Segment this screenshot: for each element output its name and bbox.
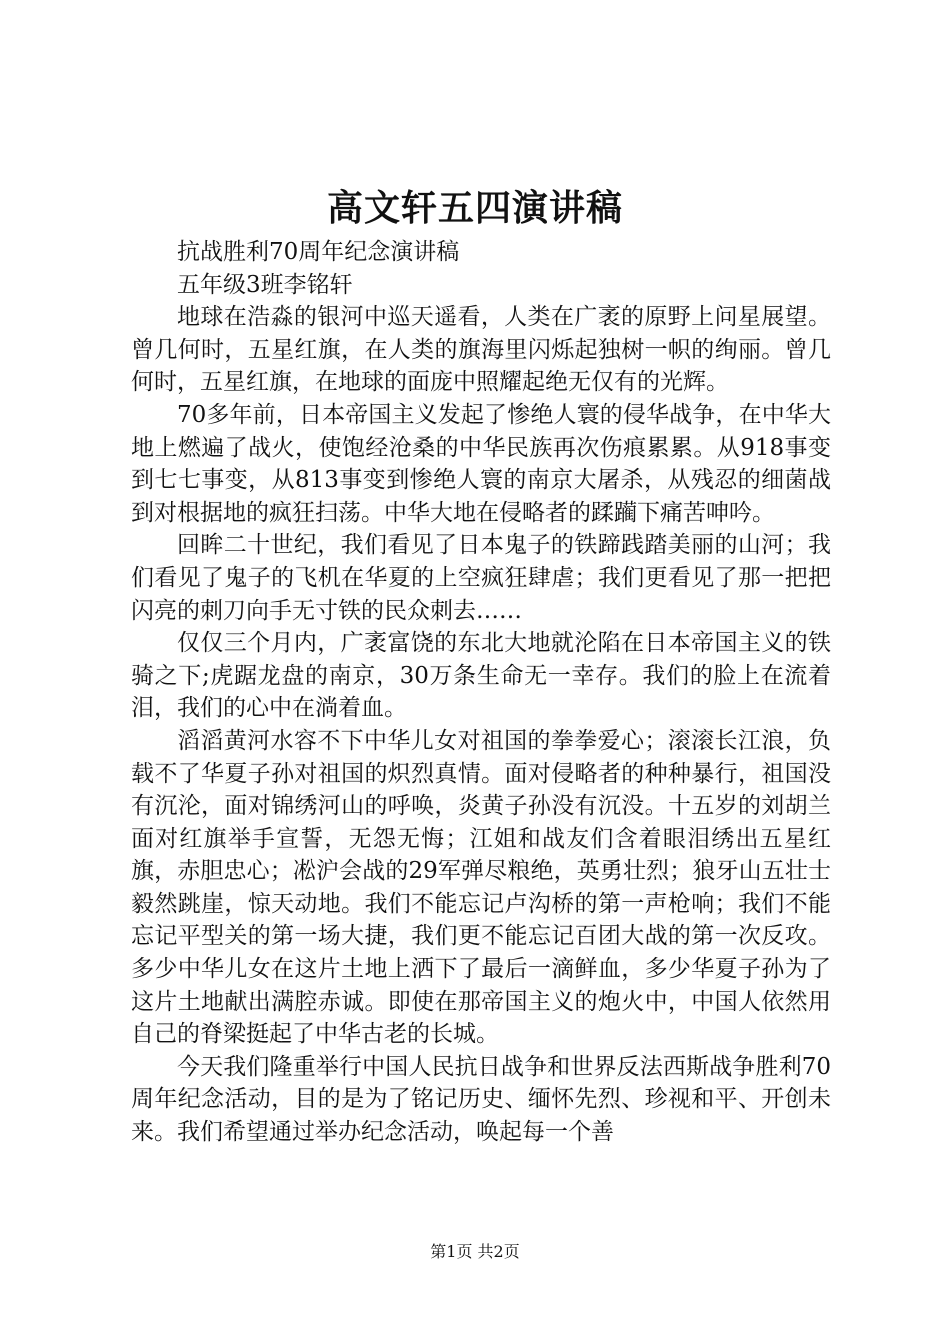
- paragraph: 滔滔黄河水容不下中华儿女对祖国的拳拳爱心；滚滚长江浪，负载不了华夏子孙对祖国的炽烈真情。面对侵略者的种种暴行，祖国没有沉沦，面对锦绣河山的呼唤，炎黄子孙没有沉没。十五岁的刘胡兰面对红旗举手宣誓，无怨无悔；江姐和战友们含着眼泪绣出五星红旗，赤胆忠心；凇沪会战的29军弹尽粮绝，英勇壮烈；狼牙山五壮士毅然跳崖，惊天动地。我们不能忘记卢沟桥的第一声枪响；我们不能忘记平型关的第一场大捷，我们更不能忘记百团大战的第一次反攻。多少中华儿女在这片土地上洒下了最后一滴鲜血，多少华夏子孙为了这片土地献出满腔赤诚。即使在那帝国主义的炮火中，中国人依然用自己的脊梁挺起了中华古老的长城。: [131, 727, 831, 1048]
- paragraph: 70多年前，日本帝国主义发起了惨绝人寰的侵华战争，在中华大地上燃遍了战火，使饱经沧桑的中华民族再次伤痕累累。从918事变到七七事变，从813事变到惨绝人寰的南京大屠杀，从残忍的细菌战到对根据地的疯狂扫荡。中华大地在侵略者的蹂躏下痛苦呻吟。: [131, 401, 831, 526]
- page-footer: 第1页 共2页: [430, 1242, 520, 1261]
- paragraph-author: 五年级3班李铭轩: [177, 271, 353, 298]
- paragraph-subtitle: 抗战胜利70周年纪念演讲稿: [177, 239, 460, 265]
- paragraph: 今天我们隆重举行中国人民抗日战争和世界反法西斯战争胜利70周年纪念活动，目的是为了铭记历史、缅怀先烈、珍视和平、开创未来。我们希望通过举办纪念活动，唤起每一个善: [131, 1053, 831, 1146]
- paragraph: 回眸二十世纪，我们看见了日本鬼子的铁蹄践踏美丽的山河；我们看见了鬼子的飞机在华夏的上空疯狂肆虐；我们更看见了那一把把闪亮的刺刀向手无寸铁的民众刺去……: [131, 532, 831, 624]
- document-title: 高文轩五四演讲稿: [326, 187, 623, 229]
- paragraph: 地球在浩淼的银河中巡天遥看，人类在广袤的原野上问星展望。曾几何时，五星红旗，在人类的旗海里闪烁起独树一帜的绚丽。曾几何时，五星红旗，在地球的面庞中照耀起绝无仅有的光辉。: [131, 304, 831, 396]
- document-body: [131, 236, 831, 1149]
- paragraph: 仅仅三个月内，广袤富饶的东北大地就沦陷在日本帝国主义的铁骑之下;虎踞龙盘的南京，30万条生命无一幸存。我们的脸上在流着泪，我们的心中在淌着血。: [131, 630, 831, 722]
